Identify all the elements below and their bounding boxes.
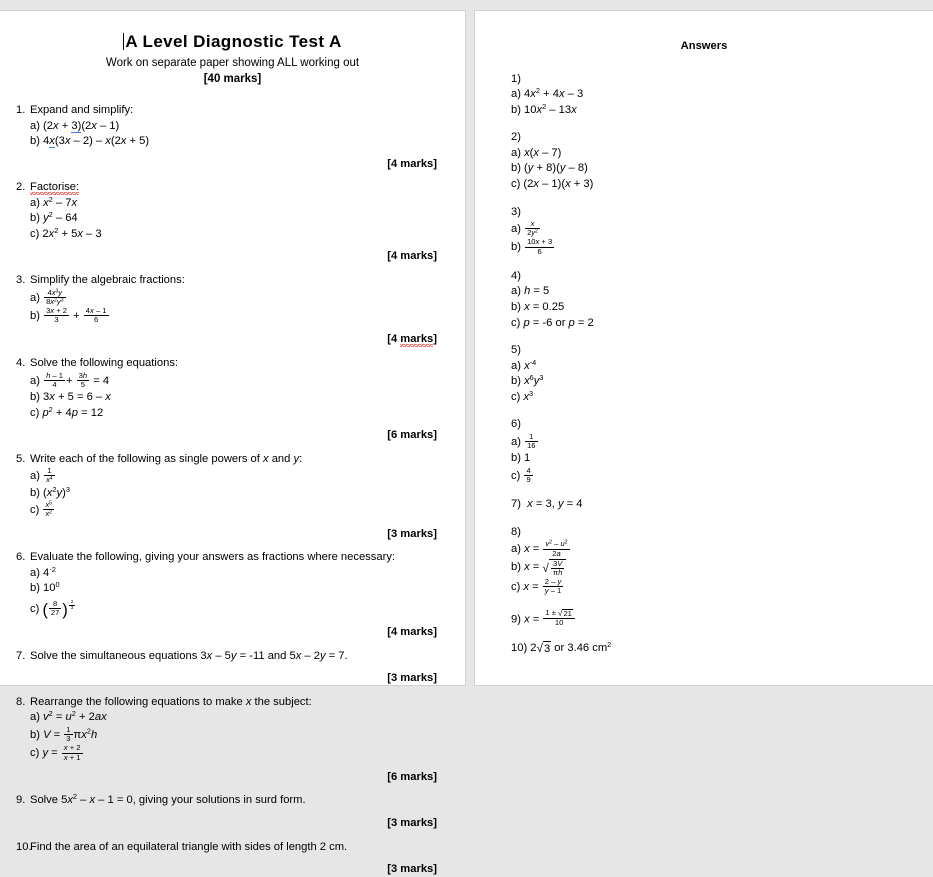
spellcheck-underline: Factorise: xyxy=(30,181,80,194)
question-number: 1. xyxy=(16,103,26,116)
answer-line: a) $4x^2 + 4x - 3$ xyxy=(511,86,584,101)
question-part: c) $2x^2 + 5x - 3$ xyxy=(30,225,102,240)
question-item xyxy=(0,649,465,664)
answer-line: b) x = 0.25 xyxy=(511,301,565,313)
question-marks: [4 marks] xyxy=(387,626,437,639)
spellcheck-underline: marks xyxy=(400,333,434,346)
fraction: $\frac{h - 1}{4}$ xyxy=(46,370,63,389)
fraction: $\frac{x}{2y^2}$ xyxy=(527,219,538,238)
question-stem: Find the area of an equilateral triangle with sides of length 2 cm. xyxy=(30,840,348,853)
grammar-underline: x xyxy=(49,135,55,148)
question-number: 8. xyxy=(16,695,26,708)
answer-line: a) $\frac{x}{2y^2}$ xyxy=(511,219,538,238)
page-title-text: A Level Diagnostic Test A xyxy=(125,32,342,51)
page-question-paper xyxy=(0,10,466,876)
answer-line: a) $x^{-4}$ xyxy=(511,357,537,372)
fraction: $\frac{v^2 - u^2}{2a}$ xyxy=(545,539,568,558)
question-number: 4. xyxy=(16,356,26,369)
fraction: $\frac{10x + 3}{6}$ xyxy=(527,237,553,256)
fraction: $\frac{x + 2}{x + 1}$ xyxy=(63,743,81,762)
question-part: a) (2x + 3)(2x – 1) xyxy=(30,119,120,132)
fraction: $\frac{3x + 2}{3}$ xyxy=(46,306,68,325)
answer-group xyxy=(511,525,933,596)
answer-line: b) (y + 8)(y – 8) xyxy=(511,162,588,175)
question-number: 5. xyxy=(16,452,26,465)
answer-line: b) $\frac{10x + 3}{6}$ xyxy=(511,237,553,256)
question-part: c) $\frac{x^5}{x^2}$ xyxy=(30,500,53,519)
question-part: c) y = $\frac{x + 2}{x + 1}$ xyxy=(30,743,81,762)
answer-line: b) $x^6y^3$ xyxy=(511,373,544,388)
answer-line: 10) 2√3 or 3.46 $cm^2$ xyxy=(511,639,612,656)
answer-line: b) x = √ $\frac{3V}{\pi h}$ xyxy=(511,559,933,577)
question-part: a) $v^2 = u^2 + 2ax$ xyxy=(30,709,107,724)
question-body xyxy=(30,452,465,519)
question-part: b) $(x^2y)^3$ xyxy=(30,484,70,499)
question-marks: [4 marks] xyxy=(387,157,437,170)
question-part: b) $\frac{3x + 2}{3}$ + $\frac{4x - 1}{6}$ xyxy=(30,306,107,325)
page-answers xyxy=(474,10,933,686)
square-root: √ $\frac{3V}{\pi h}$ xyxy=(542,559,566,577)
question-number: 6. xyxy=(16,551,26,564)
fraction: $\frac{3V}{\pi h}$ xyxy=(552,558,563,578)
question-part: b) 4x(3x – 2) – x(2x + 5) xyxy=(30,135,150,148)
question-part: c) $p^2 + 4p = 12$ xyxy=(30,404,104,419)
answer-line: c) $\frac{4}{9}$ xyxy=(511,465,531,485)
question-item xyxy=(0,793,465,808)
question-part: a) $\frac{4x^3y}{8x^2y^3}$ xyxy=(30,287,64,306)
answer-line: a) h = 5 xyxy=(511,285,550,298)
question-part: c) ( $\frac{8}{27}$ ) $^{\frac{2}{3}}$ xyxy=(30,598,74,619)
question-stem: Solve the following equations: xyxy=(30,356,179,369)
question-number: 2. xyxy=(16,181,26,194)
question-part: a) $\frac{1}{x^4}$ xyxy=(30,466,53,485)
question-item xyxy=(0,273,465,324)
fraction: $\frac{4x^3y}{8x^2y^3}$ xyxy=(46,287,64,306)
question-body xyxy=(30,649,465,664)
answer-group xyxy=(511,130,933,191)
question-body xyxy=(30,103,465,149)
answer-line: c) x = $\frac{2 - y}{y - 1}$ xyxy=(511,577,562,596)
question-part: b) 3x + 5 = 6 – x xyxy=(30,390,111,403)
question-marks: [4 marks] xyxy=(387,250,437,263)
answer-group-label: 5) xyxy=(511,344,521,357)
question-stem: Solve $5x^2 - x - 1 = 0$, giving your solutions in surd form. xyxy=(30,792,306,807)
answer-group-label: 1) xyxy=(511,72,521,85)
answer-group-label: 2) xyxy=(511,131,521,144)
fraction: $\frac{1}{16}$ xyxy=(527,431,536,451)
fraction: $\frac{x^5}{x^2}$ xyxy=(45,500,53,519)
fraction: $\frac{4x - 1}{6}$ xyxy=(85,306,107,325)
fraction: $\frac{8}{27}$ xyxy=(50,598,60,618)
question-body xyxy=(30,273,465,324)
question-item xyxy=(0,356,465,420)
answer-line: c) (2x – 1)(x + 3) xyxy=(511,177,594,190)
grammar-underline: 3) xyxy=(71,119,82,132)
question-body xyxy=(30,180,465,241)
answer-group-label: 9) xyxy=(511,613,521,625)
question-number: 10. xyxy=(16,840,32,853)
page-subtitle: Work on separate paper showing ALL working out xyxy=(105,57,360,70)
question-body xyxy=(30,356,465,420)
question-number: 7. xyxy=(16,649,26,662)
answer-line: b) $10x^2 - 13x$ xyxy=(511,101,577,116)
page-title xyxy=(0,31,465,53)
question-body xyxy=(30,840,465,855)
question-part: a) $\frac{h - 1}{4}$ + $\frac{3h}{5}$ = 4 xyxy=(30,370,110,389)
question-marks: [3 marks] xyxy=(387,672,437,685)
fraction: $\frac{1}{x^4}$ xyxy=(46,466,53,485)
exponent-fraction: 2 3 xyxy=(70,599,74,611)
question-number: 3. xyxy=(16,274,26,287)
question-body xyxy=(30,695,465,762)
answer-line: c) $x^3$ xyxy=(511,388,534,403)
question-number: 9. xyxy=(16,794,26,807)
question-marks: [4 marks] xyxy=(387,333,437,346)
question-list xyxy=(0,103,465,877)
question-part: b) $y^2 - 64$ xyxy=(30,210,78,225)
question-stem: Simplify the algebraic fractions: xyxy=(30,274,185,287)
answer-group-label: 6) xyxy=(511,418,521,431)
square-root: √3 xyxy=(536,642,551,656)
question-stem: Evaluate the following, giving your answers as fractions where necessary: xyxy=(30,551,396,564)
question-marks: [6 marks] xyxy=(387,770,437,783)
question-item xyxy=(0,180,465,241)
answer-group-label: 3) xyxy=(511,205,521,218)
fraction: $\frac{1 \pm √21}{10}$ xyxy=(543,609,575,628)
question-part: b) $10^0$ xyxy=(30,580,60,595)
question-item xyxy=(0,103,465,149)
total-marks: [40 marks] xyxy=(203,73,262,86)
question-stem: Expand and simplify: xyxy=(30,103,134,116)
answers-list xyxy=(511,72,933,657)
answer-group xyxy=(511,417,933,484)
answer-line: c) p = -6 or p = 2 xyxy=(511,316,594,329)
square-root: √21 xyxy=(558,608,572,618)
answer-group xyxy=(511,497,933,512)
question-item xyxy=(0,550,465,617)
answer-group-label: 7) xyxy=(511,498,521,511)
answer-group xyxy=(511,343,933,404)
question-part: a) $4^{-2}$ xyxy=(30,564,56,579)
answer-line: a) $\frac{1}{16}$ xyxy=(511,431,536,451)
question-marks: [6 marks] xyxy=(387,429,437,442)
question-body xyxy=(30,793,465,808)
answer-line: a) x = $\frac{v^2 - u^2}{2a}$ xyxy=(511,539,568,558)
fraction: $\frac{2 - y}{y - 1}$ xyxy=(544,577,562,596)
answer-line: b) 1 xyxy=(511,452,531,465)
question-body xyxy=(30,550,465,617)
question-part: b) V = $\frac{1}{3}$ $\pi x^2h$ xyxy=(30,725,98,744)
question-stem xyxy=(30,180,457,195)
answer-group xyxy=(511,205,933,256)
answer-group xyxy=(511,269,933,330)
fraction: $\frac{3h}{5}$ xyxy=(78,370,88,389)
answer-group-label: 10) xyxy=(511,641,528,654)
answer-line: 9) x = $\frac{1 \pm √21}{10}$ xyxy=(511,609,933,628)
answer-line: 7) x = 3, y = 4 xyxy=(511,498,583,511)
answer-group-label: 4) xyxy=(511,269,521,282)
fraction: $\frac{1}{3}$ xyxy=(66,725,71,744)
question-part: a) $x^2 - 7x$ xyxy=(30,194,78,209)
answer-group-label: 8) xyxy=(511,525,521,538)
question-item xyxy=(0,452,465,519)
left-paren: ( xyxy=(42,600,48,619)
answer-group xyxy=(511,72,933,118)
question-marks: [3 marks] xyxy=(387,527,437,540)
fraction: $\frac{4}{9}$ xyxy=(526,465,531,485)
question-item xyxy=(0,695,465,762)
question-stem: Solve the simultaneous equations 3x – 5y = -11 and 5x – 2y = 7. xyxy=(30,649,348,662)
answer-group xyxy=(511,609,933,628)
question-marks: [3 marks] xyxy=(387,816,437,829)
answer-group xyxy=(511,641,933,657)
question-stem: Rearrange the following equations to make x the subject: xyxy=(30,695,312,708)
question-stem: Write each of the following as single powers of x and y: xyxy=(30,452,303,465)
question-item xyxy=(0,840,465,855)
right-paren: ) xyxy=(62,600,68,619)
answers-heading: Answers xyxy=(680,40,728,52)
question-marks: [3 marks] xyxy=(387,863,437,876)
answer-line: a) x(x – 7) xyxy=(511,146,562,159)
